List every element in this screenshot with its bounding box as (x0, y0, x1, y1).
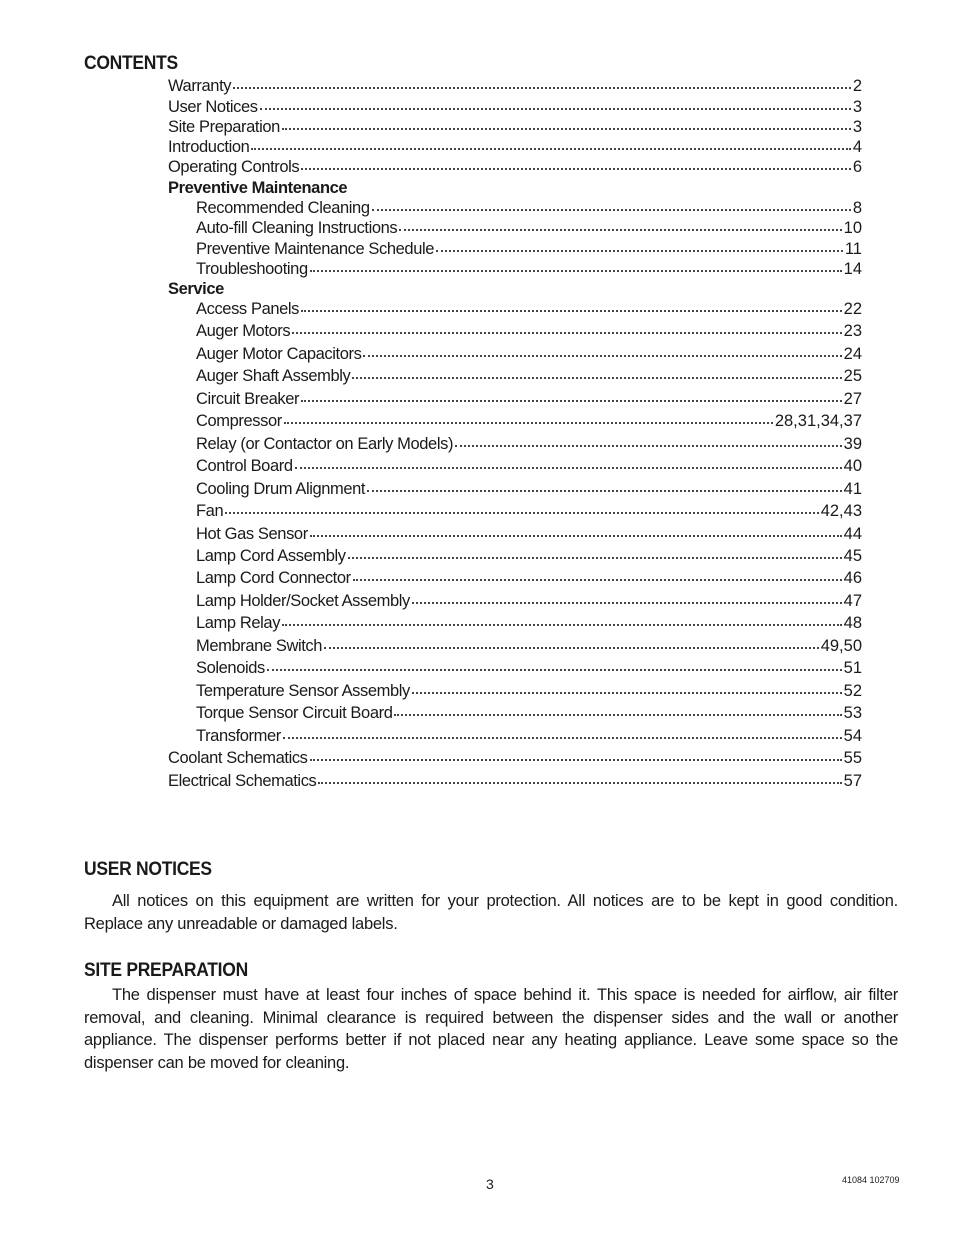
dot-leader (310, 260, 842, 274)
user-notices-heading: USER NOTICES (84, 859, 212, 880)
dot-leader (233, 77, 851, 91)
toc-entry[interactable] (168, 76, 862, 96)
dot-leader (412, 592, 842, 606)
toc-entry[interactable] (196, 259, 862, 279)
toc-entry-page: 39 (843, 435, 862, 453)
toc-entry-page: 14 (843, 260, 862, 278)
preventive-maintenance-heading: Preventive Maintenance (168, 179, 348, 197)
toc-entry[interactable] (196, 456, 862, 476)
toc-entry[interactable] (196, 726, 862, 746)
toc-entry-page: 53 (843, 704, 862, 722)
toc-entry-page: 6 (852, 158, 862, 176)
toc-entry[interactable] (196, 366, 862, 386)
dot-leader (282, 614, 842, 628)
toc-entry-label: Auger Motors (196, 322, 291, 340)
toc-entry[interactable] (196, 546, 862, 566)
site-preparation-heading: SITE PREPARATION (84, 960, 248, 981)
toc-entry-label: Torque Sensor Circuit Board (196, 704, 393, 722)
toc-entry-label: Recommended Cleaning (196, 199, 370, 217)
toc-entry-page: 28,31,34,37 (774, 412, 862, 430)
toc-entry-page: 27 (843, 390, 862, 408)
dot-leader (282, 118, 851, 132)
toc-entry-label: Compressor (196, 412, 282, 430)
toc-entry-page: 3 (852, 118, 862, 136)
toc-entry[interactable] (168, 771, 862, 791)
toc-entry-page: 22 (843, 300, 862, 318)
toc-entry[interactable] (196, 658, 862, 678)
toc-entry[interactable] (168, 748, 862, 768)
toc-entry-label: Auger Motor Capacitors (196, 345, 362, 363)
dot-leader (292, 322, 841, 336)
toc-entry[interactable] (196, 568, 862, 588)
toc-entry-page: 51 (843, 659, 862, 677)
toc-entry-page: 47 (843, 592, 862, 610)
toc-entry-page: 57 (843, 772, 862, 790)
toc-entry-page: 11 (844, 240, 862, 258)
toc-entry-label: Preventive Maintenance Schedule (196, 240, 435, 258)
toc-entry[interactable] (196, 321, 862, 341)
site-preparation-text: The dispenser must have at least four inches of space behind it. This space is needed for airflow, air filter removal, and cleaning. Minimal clearance is required between the dispenser sides and the wall or another appliance. The dispenser performs better if not placed near any heating appliance. Leave some space so the dispenser can be moved for cleaning. (84, 986, 898, 1072)
toc-entry[interactable] (196, 613, 862, 633)
toc-entry[interactable] (168, 117, 862, 137)
toc-entry-label: Lamp Cord Assembly (196, 547, 346, 565)
dot-leader (363, 345, 841, 359)
toc-entry-page: 40 (843, 457, 862, 475)
toc-entry[interactable] (196, 434, 862, 454)
toc-entry[interactable] (168, 97, 862, 117)
toc-entry-label: Membrane Switch (196, 637, 323, 655)
toc-entry-label: Coolant Schematics (168, 749, 308, 767)
dot-leader (251, 138, 850, 152)
toc-entry-page: 2 (852, 77, 862, 95)
toc-entry-label: Lamp Relay (196, 614, 281, 632)
toc-entry[interactable] (168, 157, 862, 177)
dot-leader (348, 547, 842, 561)
dot-leader (310, 525, 842, 539)
toc-entry-label: Auto-fill Cleaning Instructions (196, 219, 398, 237)
toc-entry-label: Control Board (196, 457, 293, 475)
toc-entry[interactable] (196, 239, 862, 259)
toc-entry[interactable] (196, 524, 862, 544)
toc-entry[interactable] (196, 411, 862, 431)
toc-entry-label: Hot Gas Sensor (196, 525, 308, 543)
toc-entry-label: Lamp Cord Connector (196, 569, 351, 587)
toc-entry-label: Temperature Sensor Assembly (196, 682, 410, 700)
user-notices-text: All notices on this equipment are written for your protection. All notices are to be kept in good condition. Replace any unreadable or damaged labels. (84, 892, 898, 933)
toc-entry[interactable] (196, 703, 862, 723)
toc-entry-label: Introduction (168, 138, 250, 156)
toc-entry-label: Operating Controls (168, 158, 300, 176)
toc-entry-page: 23 (843, 322, 862, 340)
dot-leader (353, 569, 842, 583)
toc-entry-page: 8 (852, 199, 862, 217)
toc-entry-label: Auger Shaft Assembly (196, 367, 351, 385)
toc-entry-label: Transformer (196, 727, 281, 745)
toc-entry-page: 10 (843, 219, 862, 237)
dot-leader (284, 412, 773, 426)
toc-entry-label: Site Preparation (168, 118, 280, 136)
contents-heading: CONTENTS (84, 53, 178, 74)
toc-entry[interactable] (196, 501, 862, 521)
toc-entry-page: 46 (843, 569, 862, 587)
dot-leader (301, 390, 842, 404)
toc-entry-label: Warranty (168, 77, 232, 95)
toc-entry-page: 52 (843, 682, 862, 700)
toc-entry[interactable] (196, 636, 862, 656)
dot-leader (301, 158, 851, 172)
toc-entry[interactable] (196, 218, 862, 238)
toc-entry-page: 48 (843, 614, 862, 632)
dot-leader (324, 637, 819, 651)
dot-leader (372, 199, 851, 213)
toc-entry-page: 44 (843, 525, 862, 543)
dot-leader (399, 219, 841, 233)
toc-entry[interactable] (196, 591, 862, 611)
dot-leader (310, 749, 842, 763)
dot-leader (225, 502, 818, 516)
toc-entry-page: 42,43 (820, 502, 862, 520)
toc-entry[interactable] (196, 344, 862, 364)
dot-leader (295, 457, 842, 471)
service-heading: Service (168, 280, 224, 298)
toc-entry-label: Lamp Holder/Socket Assembly (196, 592, 410, 610)
toc-entry-label: User Notices (168, 98, 258, 116)
toc-entry-label: Circuit Breaker (196, 390, 300, 408)
toc-entry-label: Solenoids (196, 659, 265, 677)
dot-leader (283, 727, 842, 741)
toc-entry[interactable] (196, 299, 862, 319)
dot-leader (301, 300, 842, 314)
dot-leader (436, 240, 843, 254)
toc-entry-page: 25 (843, 367, 862, 385)
page-number: 3 (486, 1176, 494, 1192)
toc-entry-label: Relay (or Contactor on Early Models) (196, 435, 454, 453)
toc-entry-page: 24 (843, 345, 862, 363)
toc-entry-page: 3 (852, 98, 862, 116)
toc-entry[interactable] (196, 198, 862, 218)
toc-entry-page: 55 (843, 749, 862, 767)
dot-leader (455, 435, 842, 449)
toc-entry[interactable] (168, 137, 862, 157)
dot-leader (352, 367, 841, 381)
document-code: 41084 102709 (842, 1175, 900, 1185)
dot-leader (394, 704, 841, 718)
toc-entry-label: Cooling Drum Alignment (196, 480, 366, 498)
toc-entry-label: Access Panels (196, 300, 300, 318)
toc-entry[interactable] (196, 479, 862, 499)
dot-leader (267, 659, 842, 673)
dot-leader (367, 480, 842, 494)
dot-leader (412, 682, 842, 696)
toc-entry[interactable] (196, 389, 862, 409)
toc-entry-label: Troubleshooting (196, 260, 308, 278)
toc-entry-label: Fan (196, 502, 224, 520)
toc-entry-label: Electrical Schematics (168, 772, 317, 790)
toc-entry-page: 49,50 (820, 637, 862, 655)
toc-entry-page: 4 (852, 138, 862, 156)
toc-entry-page: 45 (843, 547, 862, 565)
dot-leader (260, 98, 851, 112)
toc-entry-page: 54 (843, 727, 862, 745)
dot-leader (318, 772, 841, 786)
toc-entry-page: 41 (843, 480, 862, 498)
toc-entry[interactable] (196, 681, 862, 701)
